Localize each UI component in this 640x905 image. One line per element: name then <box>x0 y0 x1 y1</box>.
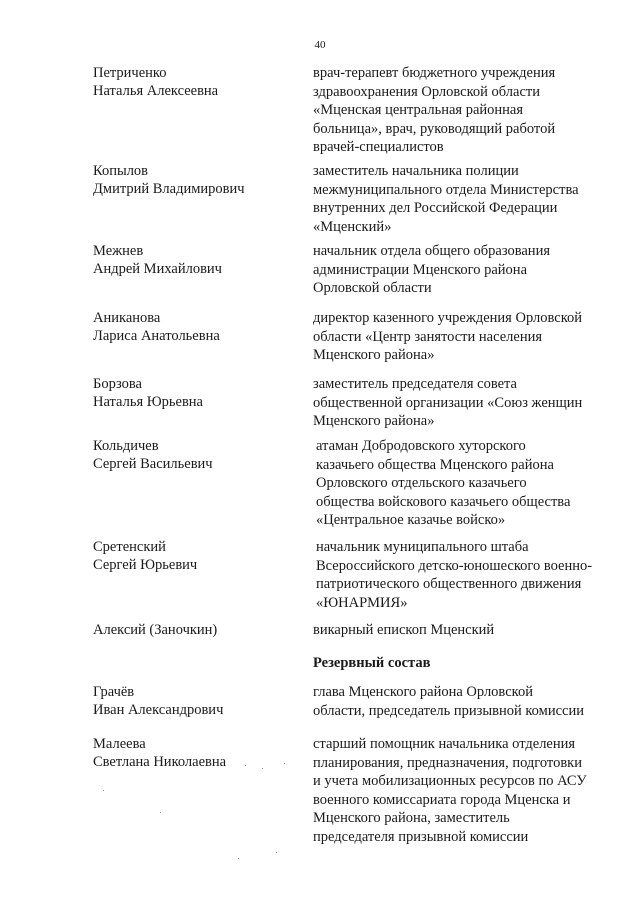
member-role <box>313 735 613 847</box>
member-name <box>93 735 293 771</box>
role-line: викарный епископ Мценский <box>313 622 495 638</box>
member-name <box>93 242 293 278</box>
member-surname: Кольдичев <box>93 438 159 454</box>
role-line: администрации Мценского района <box>313 261 528 278</box>
role-line: общественной организации «Союз женщин <box>313 394 583 411</box>
reserve-heading: Резервный состав <box>313 655 431 671</box>
page-number: 40 <box>314 39 326 51</box>
role-line: старший помощник начальника отделения <box>313 736 576 752</box>
member-surname: Борзова <box>93 376 142 392</box>
role-line: «Мценский» <box>313 218 392 235</box>
member-name <box>93 683 293 719</box>
member-name <box>93 621 293 639</box>
member-role <box>313 64 613 157</box>
role-line: и учета мобилизационных ресурсов по АСУ <box>313 773 587 790</box>
scan-speck <box>245 765 246 766</box>
member-surname: Копылов <box>93 163 149 179</box>
scan-speck <box>238 858 239 859</box>
member-name <box>93 437 293 473</box>
member-given-name: Иван Александрович <box>93 702 224 718</box>
scan-speck <box>276 852 277 853</box>
role-line: Орловской области <box>313 280 432 297</box>
role-line: атаман Добродовского хуторского <box>316 438 526 454</box>
role-line: больница», врач, руководящий работой <box>313 120 556 137</box>
role-line: межмуниципального отдела Министерства <box>313 181 579 198</box>
role-line: патриотического общественного движения <box>316 576 582 593</box>
member-surname: Петриченко <box>93 65 167 81</box>
role-line: Орловского отдельского казачьего <box>316 475 527 492</box>
role-line: начальник муниципального штаба <box>316 539 529 555</box>
member-surname: Грачёв <box>93 684 135 700</box>
member-name <box>93 538 293 574</box>
role-line: директор казенного учреждения Орловской <box>313 310 583 326</box>
member-role <box>313 162 613 236</box>
member-name <box>93 309 293 345</box>
role-line: заместитель председателя совета <box>313 376 517 392</box>
member-given-name: Наталья Алексеевна <box>93 83 219 99</box>
member-given-name: Светлана Николаевна <box>93 754 227 770</box>
role-line: Мценского района, заместитель <box>313 810 510 827</box>
member-role <box>313 683 613 720</box>
role-line: «Мценская центральная районная <box>313 102 524 119</box>
role-line: здравоохранения Орловской области <box>313 83 540 100</box>
member-given-name: Сергей Юрьевич <box>93 557 198 573</box>
member-name <box>93 375 293 411</box>
member-role <box>313 621 613 640</box>
scan-speck <box>160 812 161 813</box>
role-line: заместитель начальника полиции <box>313 163 519 179</box>
role-line: внутренних дел Российской Федерации <box>313 200 558 217</box>
member-role <box>313 375 613 431</box>
role-line: общества войскового казачьего общества <box>316 493 571 510</box>
scan-speck <box>284 763 285 764</box>
role-line: начальник отдела общего образования <box>313 243 550 259</box>
role-line: казачьего общества Мценского района <box>316 456 554 473</box>
member-given-name: Дмитрий Владимирович <box>93 181 245 197</box>
member-role <box>313 538 616 612</box>
member-role <box>313 437 616 530</box>
member-given-name: Наталья Юрьевна <box>93 394 203 410</box>
scan-speck <box>262 768 263 769</box>
role-line: председателя призывной комиссии <box>313 828 529 845</box>
member-name <box>93 162 293 198</box>
role-line: военного комиссариата города Мценска и <box>313 791 571 808</box>
member-surname: Малеева <box>93 736 146 752</box>
scan-speck <box>103 790 104 791</box>
member-role <box>313 309 613 365</box>
role-line: Всероссийского детско-юношеского военно- <box>316 557 593 574</box>
role-line: врачей-специалистов <box>313 139 444 156</box>
role-line: Мценского района» <box>313 347 435 364</box>
member-surname: Алексий (Заночкин) <box>93 622 218 638</box>
role-line: глава Мценского района Орловской <box>313 684 533 700</box>
role-line: области, председатель призывной комиссии <box>313 702 584 719</box>
member-given-name: Андрей Михайлович <box>93 261 222 277</box>
member-surname: Сретенский <box>93 539 166 555</box>
role-line: Мценского района» <box>313 413 435 430</box>
member-surname: Межнев <box>93 243 144 259</box>
role-line: области «Центр занятости населения <box>313 328 543 345</box>
member-surname: Аниканова <box>93 310 161 326</box>
role-line: «Центральное казачье войско» <box>316 512 506 529</box>
member-given-name: Сергей Васильевич <box>93 456 213 472</box>
role-line: врач-терапевт бюджетного учреждения <box>313 65 556 81</box>
member-given-name: Лариса Анатольевна <box>93 328 220 344</box>
member-name <box>93 64 293 100</box>
role-line: «ЮНАРМИЯ» <box>316 594 408 611</box>
member-role <box>313 242 613 298</box>
role-line: планирования, предназначения, подготовки <box>313 754 582 771</box>
